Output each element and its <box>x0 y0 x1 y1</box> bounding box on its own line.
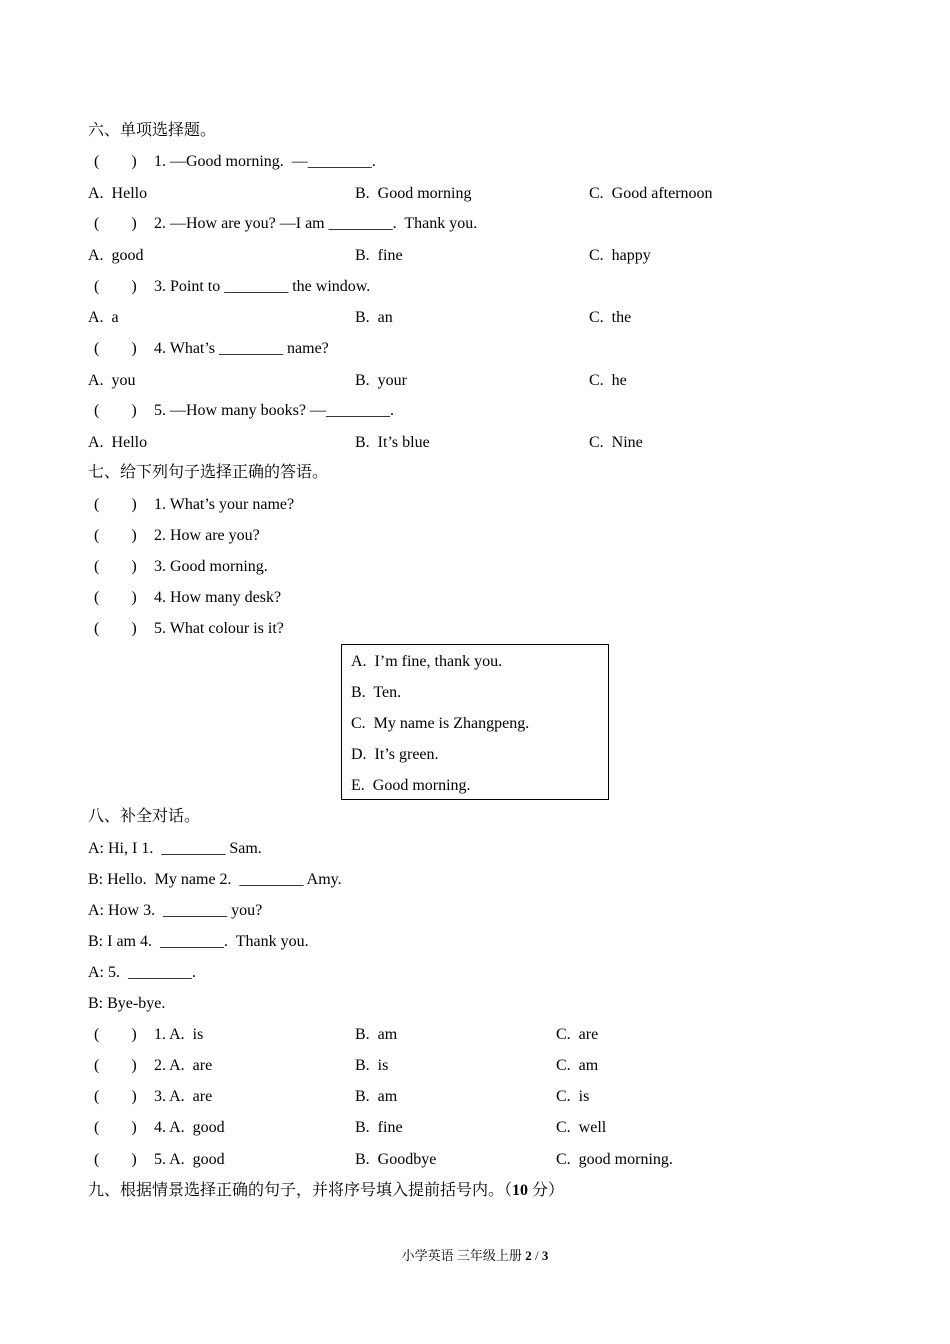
answer-blank[interactable]: ( ) <box>94 1088 137 1105</box>
option-b: B. Goodbye <box>355 1151 437 1168</box>
option-c: C. good morning. <box>556 1151 673 1168</box>
option-b: B. an <box>355 309 393 326</box>
option-c: C. happy <box>589 247 651 264</box>
question-text: 3. A. are <box>154 1088 213 1105</box>
option-c: C. Nine <box>589 434 643 451</box>
section-9-score: 10 <box>512 1182 529 1199</box>
option-b: B. fine <box>355 1119 403 1136</box>
answer-option: E. Good morning. <box>351 777 471 794</box>
answer-blank[interactable]: ( ) <box>94 1057 137 1074</box>
option-c: C. the <box>589 309 632 326</box>
question-text: 5. A. good <box>154 1151 225 1168</box>
answer-option: A. I’m fine, thank you. <box>351 653 503 670</box>
section-7-title: 七、给下列句子选择正确的答语。 <box>88 464 329 481</box>
option-b: B. your <box>355 372 407 389</box>
section-8-title: 八、补全对话。 <box>88 808 201 825</box>
dialogue-line: A: Hi, I 1. ________ Sam. <box>88 840 262 857</box>
question-text: 2. How are you? <box>154 527 260 544</box>
question-text: 1. —Good morning. —________. <box>154 153 376 170</box>
answer-blank[interactable]: ( ) <box>94 340 137 357</box>
question-text: 4. What’s ________ name? <box>154 340 329 357</box>
option-b: B. It’s blue <box>355 434 430 451</box>
answer-blank[interactable]: ( ) <box>94 1026 137 1043</box>
option-b: B. am <box>355 1088 398 1105</box>
dialogue-line: B: I am 4. ________. Thank you. <box>88 933 309 950</box>
footer-text: 小学英语 三年级上册 <box>401 1248 526 1263</box>
answer-blank[interactable]: ( ) <box>94 496 137 513</box>
question-text: 2. —How are you? —I am ________. Thank you. <box>154 215 478 232</box>
page-separator: / <box>531 1248 542 1263</box>
option-c: C. are <box>556 1026 599 1043</box>
option-c: C. am <box>556 1057 599 1074</box>
option-b: B. is <box>355 1057 389 1074</box>
question-text: 2. A. are <box>154 1057 213 1074</box>
option-a: A. Hello <box>88 434 148 451</box>
section-9-title <box>88 1181 564 1201</box>
option-a: A. you <box>88 372 136 389</box>
answer-blank[interactable]: ( ) <box>94 215 137 232</box>
answer-blank[interactable]: ( ) <box>94 620 137 637</box>
answer-option: B. Ten. <box>351 684 402 701</box>
option-a: A. Hello <box>88 185 148 202</box>
question-text: 4. A. good <box>154 1119 225 1136</box>
answer-blank[interactable]: ( ) <box>94 402 137 419</box>
option-c: C. Good afternoon <box>589 185 713 202</box>
page-footer <box>0 1245 950 1264</box>
question-text: 3. Point to ________ the window. <box>154 278 371 295</box>
dialogue-line: B: Hello. My name 2. ________ Amy. <box>88 871 342 888</box>
answer-blank[interactable]: ( ) <box>94 1119 137 1136</box>
page-number: 2 <box>525 1248 532 1263</box>
answer-blank[interactable]: ( ) <box>94 278 137 295</box>
question-text: 5. What colour is it? <box>154 620 284 637</box>
answer-blank[interactable]: ( ) <box>94 153 137 170</box>
option-a: A. a <box>88 309 119 326</box>
question-text: 5. —How many books? —________. <box>154 402 394 419</box>
question-text: 4. How many desk? <box>154 589 282 606</box>
answer-blank[interactable]: ( ) <box>94 527 137 544</box>
dialogue-line: A: How 3. ________ you? <box>88 902 263 919</box>
option-b: B. am <box>355 1026 398 1043</box>
option-c: C. well <box>556 1119 607 1136</box>
dialogue-line: B: Bye-bye. <box>88 995 166 1012</box>
answer-option: D. It’s green. <box>351 746 439 763</box>
section-9-text: 九、根据情景选择正确的句子，并将序号填入提前括号内。（ <box>88 1182 513 1199</box>
answer-option: C. My name is Zhangpeng. <box>351 715 530 732</box>
option-c: C. he <box>589 372 627 389</box>
option-a: A. good <box>88 247 144 264</box>
question-text: 1. What’s your name? <box>154 496 295 513</box>
section-9-text-end: 分） <box>528 1182 565 1199</box>
answer-blank[interactable]: ( ) <box>94 589 137 606</box>
answer-options-box <box>341 644 609 800</box>
option-c: C. is <box>556 1088 590 1105</box>
dialogue-line: A: 5. ________. <box>88 964 196 981</box>
option-b: B. fine <box>355 247 403 264</box>
option-b: B. Good morning <box>355 185 472 202</box>
answer-blank[interactable]: ( ) <box>94 1151 137 1168</box>
question-text: 1. A. is <box>154 1026 204 1043</box>
question-text: 3. Good morning. <box>154 558 268 575</box>
answer-blank[interactable]: ( ) <box>94 558 137 575</box>
page-total: 3 <box>541 1248 549 1263</box>
section-6-title: 六、单项选择题。 <box>88 122 217 139</box>
